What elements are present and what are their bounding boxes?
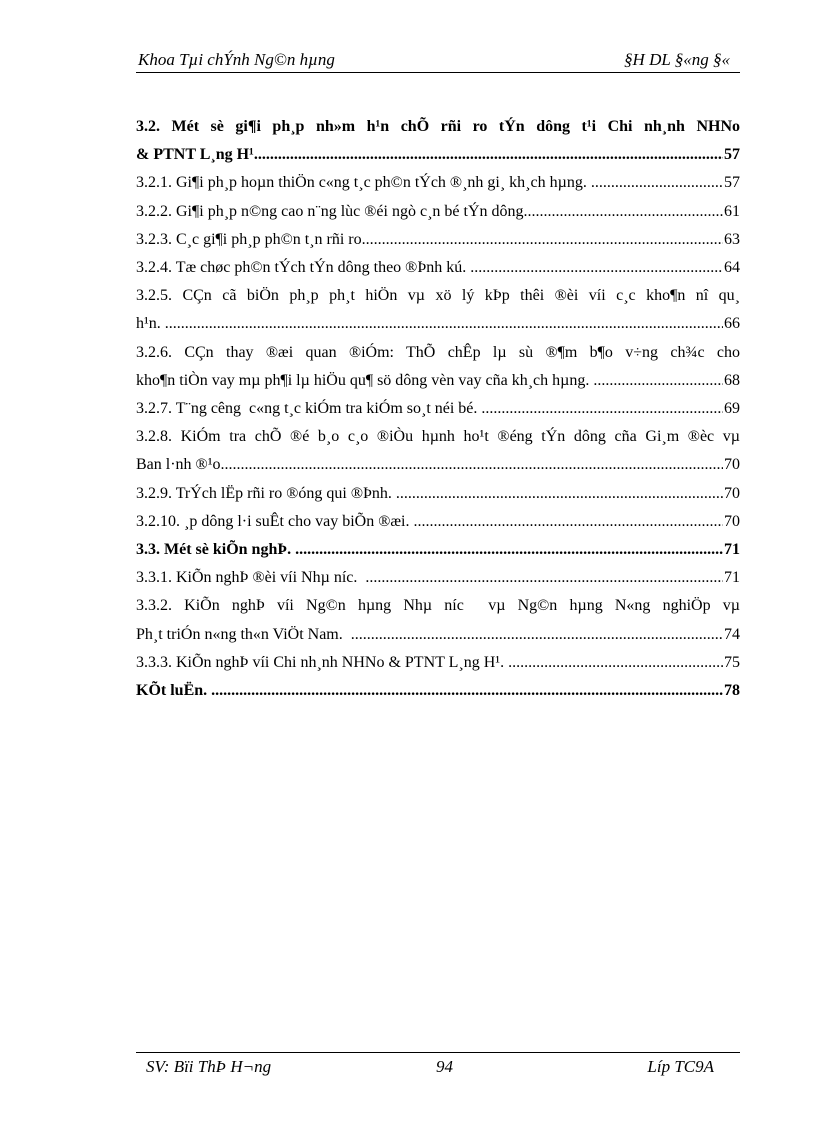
toc-page-number: 70 — [724, 456, 740, 474]
toc-leader-dots — [591, 169, 723, 197]
page-footer — [136, 1052, 740, 1077]
toc-entry — [136, 226, 740, 254]
table-of-contents — [136, 113, 740, 705]
toc-page-number: 70 — [724, 512, 740, 530]
toc-entry-text: 3.2.8. KiÓm tra chÕ ®é b¸o c¸o ®iÒu hµnh ho¹t ®éng tÝn dông cña Gi¸m ®èc vµ — [136, 428, 740, 446]
toc-page-number: 57 — [724, 146, 740, 164]
footer-class: Líp TC9A — [647, 1057, 714, 1076]
toc-entry-text: Ph¸t triÓn n«ng th«n ViÖt Nam. — [136, 625, 351, 643]
toc-entry — [136, 282, 740, 338]
toc-entry — [136, 677, 740, 705]
footer-page-number: 94 — [436, 1057, 453, 1076]
toc-entry-line — [136, 254, 740, 282]
toc-entry-line — [136, 226, 740, 254]
toc-entry — [136, 592, 740, 648]
toc-entry-line — [136, 480, 740, 508]
toc-entry — [136, 508, 740, 536]
toc-page-number: 63 — [724, 230, 740, 248]
toc-leader-dots — [528, 198, 724, 226]
toc-entry — [136, 649, 740, 677]
toc-page-number: 70 — [724, 484, 740, 502]
toc-entry-text: 3.2.5. CÇn cã biÖn ph¸p ph¸t hiÖn vµ xö lý kÞp thêi ®èi víi c¸c kho¶n nî qu¸ — [136, 287, 740, 305]
toc-leader-dots — [254, 141, 723, 169]
toc-entry — [136, 339, 740, 395]
toc-entry-text: 3.3.3. KiÕn nghÞ víi Chi nh¸nh NHNo & PTNT L¸ng H¹. — [136, 653, 509, 671]
toc-entry-line — [136, 282, 740, 310]
toc-entry-line — [136, 649, 740, 677]
toc-entry — [136, 254, 740, 282]
toc-entry — [136, 169, 740, 197]
toc-leader-dots — [351, 621, 723, 649]
toc-leader-dots — [221, 451, 724, 479]
toc-entry-line — [136, 508, 740, 536]
toc-entry-text: & PTNT L¸ng H¹ — [136, 146, 254, 164]
toc-entry-text: 3.3.1. KiÕn nghÞ ®èi víi Nhµ níc. — [136, 569, 366, 587]
toc-entry-line — [136, 310, 740, 338]
toc-entry — [136, 423, 740, 479]
toc-entry-line — [136, 451, 740, 479]
toc-entry-text: 3.2.4. Tæ chøc ph©n tÝch tÝn dông theo ®Þnh kú. — [136, 259, 471, 277]
toc-entry-text: 3.2.3. C¸c gi¶i ph¸p ph©n t¸n rñi ro — [136, 230, 362, 248]
header-university: §H DL §«ng §« — [624, 50, 730, 69]
toc-leader-dots — [211, 677, 723, 705]
toc-page-number: 69 — [724, 400, 740, 418]
toc-page-number: 78 — [724, 682, 740, 700]
header-faculty: Khoa Tµi chÝnh Ng©n hµng — [138, 50, 335, 69]
toc-page-number: 75 — [724, 653, 740, 671]
toc-page-number: 66 — [724, 315, 740, 333]
toc-entry — [136, 480, 740, 508]
toc-entry-text: KÕt luËn. — [136, 682, 212, 700]
toc-entry-line — [136, 339, 740, 367]
toc-entry-line — [136, 169, 740, 197]
toc-page-number: 68 — [724, 371, 740, 389]
toc-leader-dots — [165, 310, 723, 338]
toc-leader-dots — [593, 367, 723, 395]
toc-entry-text: kho¶n tiÒn vay mµ ph¶i lµ hiÖu qu¶ sö dông vèn vay cña kh¸ch hµng. — [136, 371, 594, 389]
toc-entry-line — [136, 592, 740, 620]
toc-entry — [136, 536, 740, 564]
toc-entry-text: 3.2.9. TrÝch lËp rñi ro ®óng qui ®Þnh. — [136, 484, 396, 502]
toc-entry-text: 3.2.2. Gi¶i ph¸p n©ng cao n¨ng lùc ®éi ngò c¸n bé tÝn dông. — [136, 202, 528, 220]
toc-entry-text: 3.2.1. Gi¶i ph¸p hoµn thiÖn c«ng t¸c ph©n tÝch ®¸nh gi¸ kh¸ch hµng. — [136, 174, 591, 192]
toc-leader-dots — [396, 480, 723, 508]
footer-student: SV: Bïi ThÞ H¬ng — [146, 1057, 272, 1076]
toc-page-number: 71 — [724, 541, 740, 559]
toc-entry — [136, 395, 740, 423]
toc-page-number: 74 — [724, 625, 740, 643]
toc-leader-dots — [481, 395, 723, 423]
toc-entry-line — [136, 367, 740, 395]
toc-entry-line — [136, 677, 740, 705]
toc-entry-text: h¹n. — [136, 315, 165, 333]
toc-entry-line — [136, 564, 740, 592]
toc-leader-dots — [508, 649, 723, 677]
toc-page-number: 57 — [724, 174, 740, 192]
toc-entry-text: 3.2.10. ¸p dông l·i suÊt cho vay biÕn ®æi. — [136, 512, 414, 530]
toc-entry-text: 3.2. Mét sè gi¶i ph¸p nh»m h¹n chÕ rñi ro tÝn dông t¹i Chi nh¸nh NHNo — [136, 118, 740, 135]
toc-entry — [136, 113, 740, 169]
toc-entry-line — [136, 395, 740, 423]
toc-page-number: 61 — [724, 202, 740, 220]
toc-entry-text: Ban l·nh ®¹o — [136, 456, 221, 474]
toc-page-number: 64 — [724, 259, 740, 277]
toc-entry — [136, 564, 740, 592]
toc-entry-line — [136, 621, 740, 649]
toc-entry-text: 3.3. Mét sè kiÕn nghÞ. — [136, 541, 296, 559]
toc-entry-text: 3.2.7. T¨ng cêng c«ng t¸c kiÓm tra kiÓm so¸t néi bé. — [136, 400, 482, 418]
toc-entry-text: 3.2.6. CÇn thay ®æi quan ®iÓm: ThÕ chÊp lµ sù ®¶m b¶o v÷ng ch¾c cho — [136, 343, 740, 361]
toc-entry-line — [136, 141, 740, 169]
toc-page-number: 71 — [724, 569, 740, 587]
toc-entry — [136, 198, 740, 226]
toc-entry-text: 3.3.2. KiÕn nghÞ víi Ng©n hµng Nhµ níc vµ Ng©n hµng N«ng nghiÖp vµ — [136, 597, 740, 615]
toc-entry-line — [136, 198, 740, 226]
toc-leader-dots — [413, 508, 723, 536]
toc-entry-line — [136, 423, 740, 451]
toc-leader-dots — [365, 564, 723, 592]
page-header — [136, 50, 740, 73]
toc-leader-dots — [362, 226, 723, 254]
toc-leader-dots — [470, 254, 723, 282]
toc-leader-dots — [295, 536, 723, 564]
toc-entry-line — [136, 536, 740, 564]
toc-entry-line — [136, 113, 740, 141]
